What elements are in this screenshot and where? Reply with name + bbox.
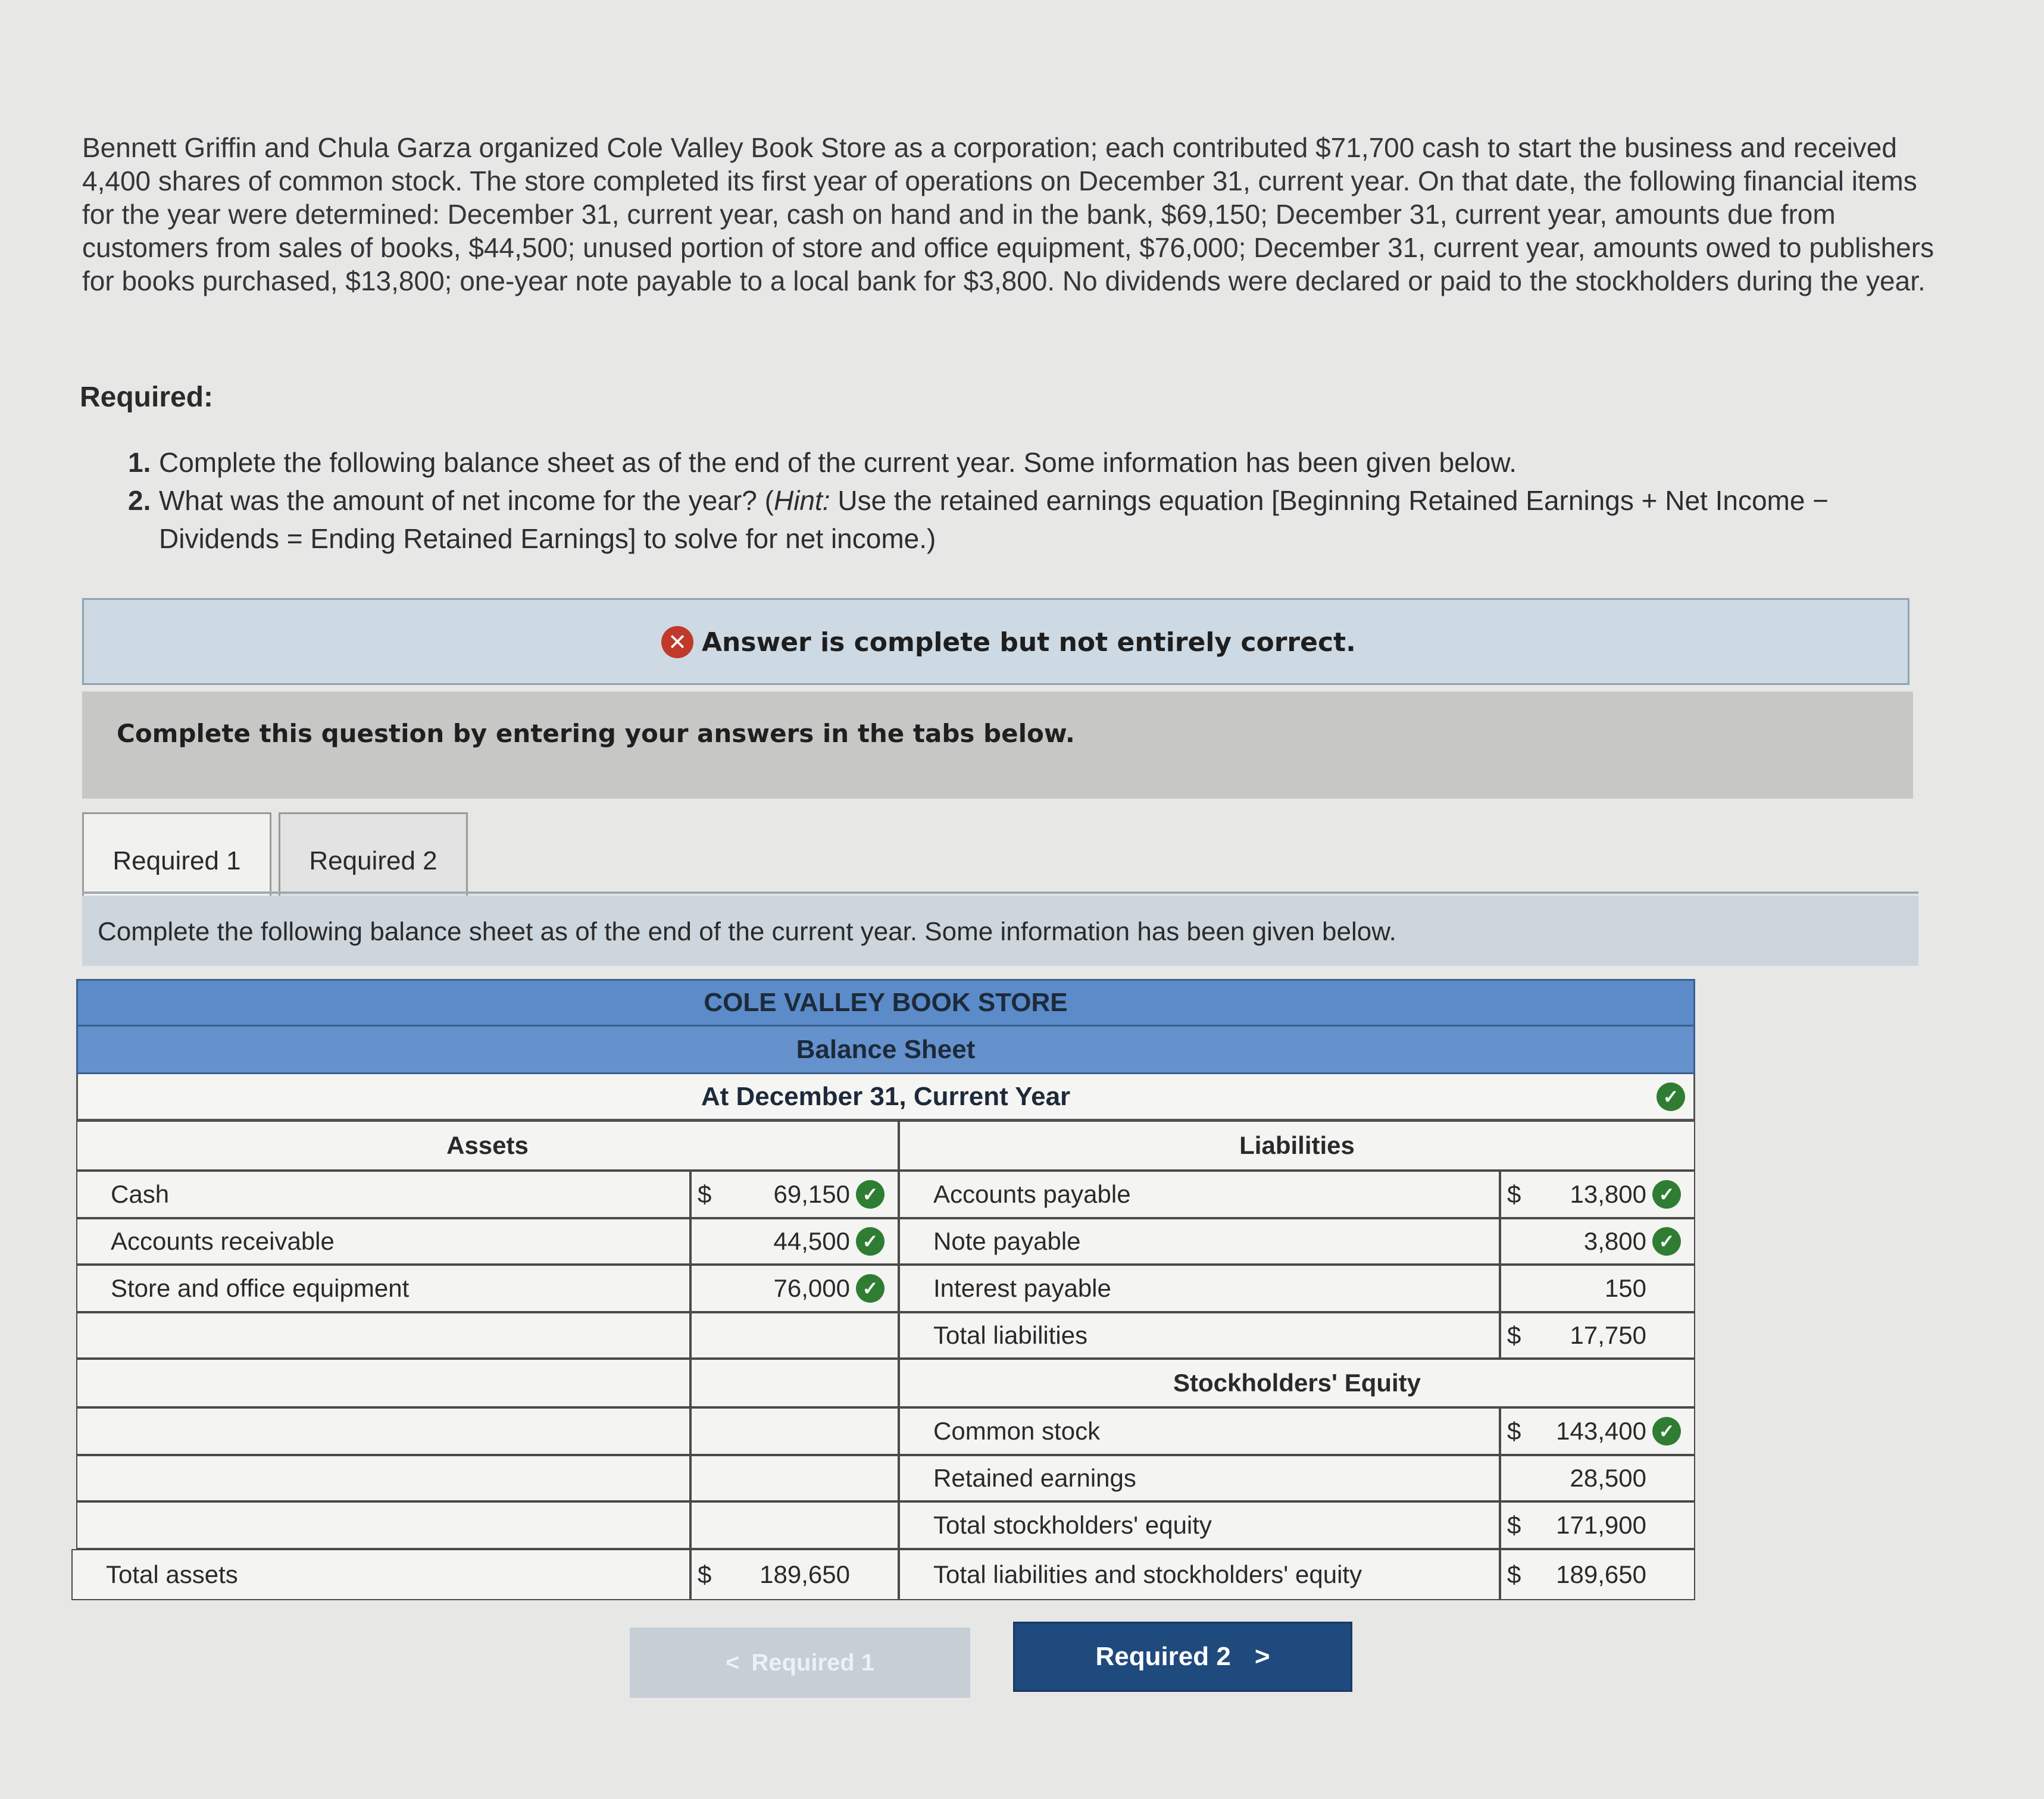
asset-amount-empty[interactable] xyxy=(690,1359,899,1407)
asset-label-empty[interactable] xyxy=(76,1312,690,1359)
asset-label-empty[interactable] xyxy=(76,1407,690,1455)
dollar-sign: $ xyxy=(698,1180,712,1208)
equity-amount-common-stock[interactable] xyxy=(1500,1407,1695,1455)
error-x-icon: ✕ xyxy=(661,626,693,658)
next-required-button[interactable] xyxy=(1013,1622,1352,1692)
asset-amount-empty[interactable] xyxy=(690,1455,899,1501)
balance-sheet-title: Balance Sheet xyxy=(76,1027,1695,1074)
total-liabilities-label: Total liabilities xyxy=(899,1312,1500,1359)
total-liabilities-amount xyxy=(1500,1312,1695,1359)
required-item-number: 1. xyxy=(128,447,151,478)
liability-amount-accounts-payable[interactable] xyxy=(1500,1171,1695,1218)
total-liabilities-value: 17,750 xyxy=(1570,1321,1646,1349)
asset-label-empty[interactable] xyxy=(76,1501,690,1549)
total-liab-equity-label: Total liabilities and stockholders' equity xyxy=(899,1549,1500,1600)
required-item-text: Complete the following balance sheet as of the end of the current year. Some information has been given below. xyxy=(159,447,1517,478)
dollar-sign: $ xyxy=(698,1560,712,1588)
required-heading: Required: xyxy=(80,381,214,413)
tab-required-1[interactable]: Required 1 xyxy=(82,812,271,908)
dollar-sign: $ xyxy=(1507,1560,1521,1588)
chevron-left-icon: < xyxy=(725,1649,740,1676)
liabilities-header: Liabilities xyxy=(899,1121,1695,1171)
answer-status-message xyxy=(661,626,1356,658)
check-icon: ✓ xyxy=(1652,1227,1681,1256)
prev-required-button[interactable] xyxy=(630,1628,970,1698)
asset-label-empty[interactable] xyxy=(76,1359,690,1407)
asset-label-store-equipment: Store and office equipment xyxy=(76,1265,690,1312)
liability-label-accounts-payable: Accounts payable xyxy=(899,1171,1500,1218)
asset-amount-empty[interactable] xyxy=(690,1501,899,1549)
total-equity-label: Total stockholders' equity xyxy=(899,1501,1500,1549)
next-button-label: Required 2 xyxy=(1095,1642,1231,1671)
check-icon: ✓ xyxy=(856,1274,885,1303)
check-icon: ✓ xyxy=(856,1180,885,1209)
chevron-right-icon: > xyxy=(1254,1642,1270,1671)
assets-header: Assets xyxy=(76,1121,899,1171)
required-item-1 xyxy=(128,443,1943,481)
asset-label-empty[interactable] xyxy=(76,1455,690,1501)
answer-status-text: Answer is complete but not entirely correct. xyxy=(702,627,1356,658)
check-icon: ✓ xyxy=(1652,1180,1681,1209)
total-assets-label: Total assets xyxy=(71,1549,690,1600)
check-icon: ✓ xyxy=(1657,1082,1685,1111)
tab-divider xyxy=(82,891,1918,894)
prev-button-label: Required 1 xyxy=(751,1649,875,1676)
liability-value: 13,800 xyxy=(1570,1180,1646,1208)
asset-amount-accounts-receivable[interactable] xyxy=(690,1218,899,1265)
check-icon: ✓ xyxy=(856,1227,885,1256)
asset-amount-store-equipment[interactable] xyxy=(690,1265,899,1312)
total-assets-amount xyxy=(690,1549,899,1600)
total-equity-amount xyxy=(1500,1501,1695,1549)
liability-amount-note-payable[interactable] xyxy=(1500,1218,1695,1265)
asset-amount-empty[interactable] xyxy=(690,1312,899,1359)
total-equity-value: 171,900 xyxy=(1556,1511,1646,1539)
instructions-panel xyxy=(82,692,1913,799)
liability-label-note-payable: Note payable xyxy=(899,1218,1500,1265)
liability-amount-interest-payable[interactable] xyxy=(1500,1265,1695,1312)
asset-label-cash: Cash xyxy=(76,1171,690,1218)
sub-instructions-panel xyxy=(82,896,1918,966)
balance-sheet-date: At December 31, Current Year xyxy=(701,1081,1071,1111)
problem-statement: Bennett Griffin and Chula Garza organized Cole Valley Book Store as a corporation; each contributed $71,700 cash to start the business and received 4,400 shares of common stock. The store completed its first year of operations on December 31, current year. On that date, the following financial items for the year were determined: December 31, current year, cash on hand and in the bank, $69,150; December 31, current year, amounts due from customers from sales of books, $44,500; unused portion of store and office equipment, $76,000; December 31, current year, amounts owed to publishers for books purchased, $13,800; one-year note payable to a local bank for $3,800. No dividends were declared or paid to the stockholders during the year. xyxy=(82,132,1934,296)
asset-value: 44,500 xyxy=(773,1227,850,1255)
asset-amount-cash[interactable] xyxy=(690,1171,899,1218)
equity-value: 28,500 xyxy=(1570,1464,1646,1492)
check-icon: ✓ xyxy=(1652,1417,1681,1446)
answer-status-banner xyxy=(82,598,1909,685)
equity-label-common-stock: Common stock xyxy=(899,1407,1500,1455)
tab-required-2[interactable]: Required 2 xyxy=(279,812,468,908)
total-liab-equity-value: 189,650 xyxy=(1556,1560,1646,1588)
asset-value: 69,150 xyxy=(773,1180,850,1208)
hint-label: Hint: xyxy=(773,485,830,516)
stockholders-equity-header: Stockholders' Equity xyxy=(899,1359,1695,1407)
required-list xyxy=(128,443,1943,558)
liability-value: 150 xyxy=(1604,1274,1646,1302)
sub-instructions-text: Complete the following balance sheet as of the end of the current year. Some information has been given below. xyxy=(98,917,1396,946)
required-item-number: 2. xyxy=(128,485,151,516)
balance-sheet-date-row xyxy=(76,1074,1695,1121)
dollar-sign: $ xyxy=(1507,1180,1521,1208)
equity-label-retained-earnings: Retained earnings xyxy=(899,1455,1500,1501)
asset-value: 76,000 xyxy=(773,1274,850,1302)
liability-label-interest-payable: Interest payable xyxy=(899,1265,1500,1312)
dollar-sign: $ xyxy=(1507,1417,1521,1445)
asset-label-accounts-receivable: Accounts receivable xyxy=(76,1218,690,1265)
equity-value: 143,400 xyxy=(1556,1417,1646,1445)
required-item-text: Use the retained earnings equation [Beginning Retained Earnings + Net Income − Dividends = Ending Retained Earnings] to solve for net income.) xyxy=(159,485,1829,554)
liability-value: 3,800 xyxy=(1583,1227,1646,1255)
total-liab-equity-amount xyxy=(1500,1549,1695,1600)
instructions-text: Complete this question by entering your answers in the tabs below. xyxy=(117,719,1075,748)
balance-sheet-company-name: COLE VALLEY BOOK STORE xyxy=(76,979,1695,1027)
dollar-sign: $ xyxy=(1507,1511,1521,1539)
balance-sheet xyxy=(71,979,1708,1619)
equity-amount-retained-earnings[interactable] xyxy=(1500,1455,1695,1501)
required-item-2 xyxy=(128,481,1943,558)
required-item-text: What was the amount of net income for the year? ( xyxy=(159,485,774,516)
asset-amount-empty[interactable] xyxy=(690,1407,899,1455)
dollar-sign: $ xyxy=(1507,1321,1521,1349)
total-assets-value: 189,650 xyxy=(760,1560,850,1588)
